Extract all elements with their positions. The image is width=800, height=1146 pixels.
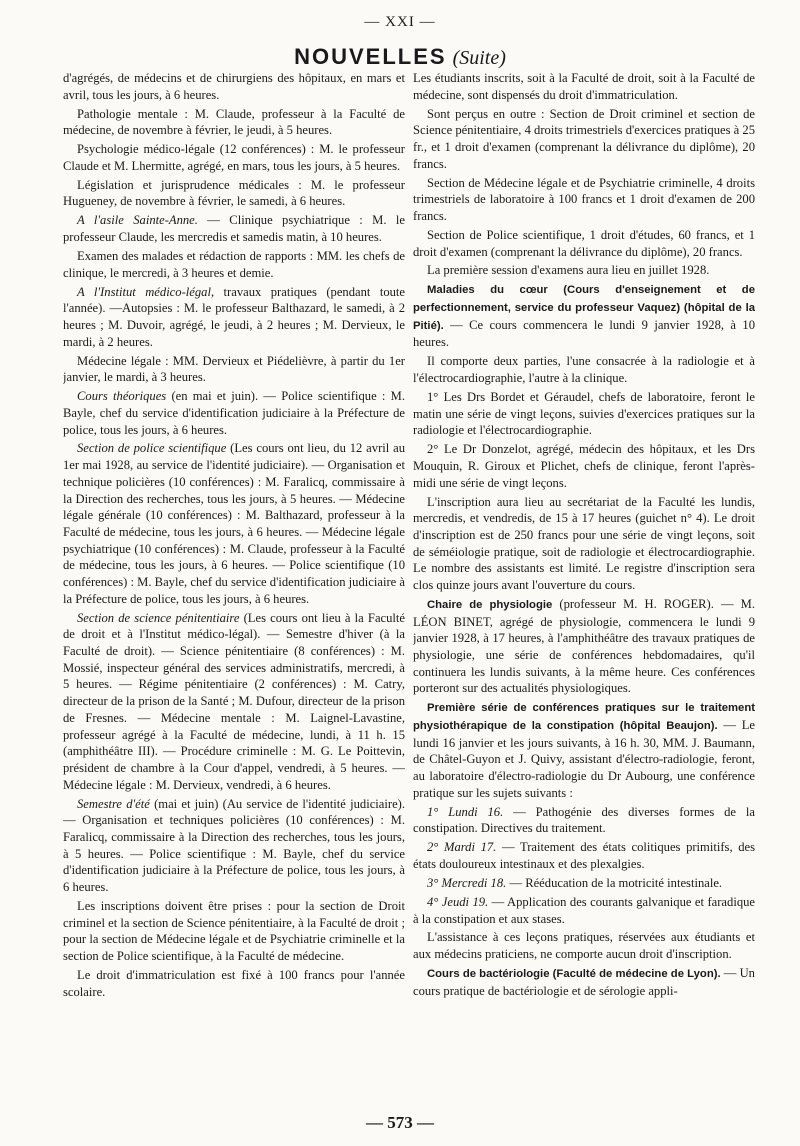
paragraph-text: Il comporte deux parties, l'une consacrée à la radiologie et à l'électrocardiographie, l'autre à la clinique. [413, 354, 755, 386]
paragraph [413, 596, 755, 697]
paragraph [63, 284, 405, 351]
paragraph [63, 353, 405, 386]
paragraph-text: (en mai et juin). — Police scientifique : M. Bayle, chef du service d'identification judiciaire à la Préfecture de police, tous les jours, à 6 heures. [63, 389, 405, 437]
paragraph-text: (mai et juin) (Au service de l'identité judiciaire). — Organisation et techniques policières (10 conférences) : M. Faralicq, commissaire à la Direction des recherches, tous les jours, à 5 heures. — Police scientifique : M. Bayle, chef du service d'identification judiciaire à la Préfecture de police, tous les jours, à 6 heures. [63, 796, 405, 895]
paragraph-lead: 1° Lundi 16. [427, 804, 504, 819]
paragraph-text: Section de Médecine légale et de Psychiatrie criminelle, 4 droits trimestriels de laboratoire à 100 francs et 1 droit d'examen de 200 francs. [413, 175, 755, 223]
paragraph-text: — Clinique psychiatrique : M. le professeur Claude, les mercredis et samedis matin, à 10 heures. [63, 213, 405, 245]
paragraph-text: (Les cours ont lieu à la Faculté de droit et à l'Institut médico-légal). — Semestre d'hiver (à la Faculté de droit). — Science pénitentiaire (8 conférences) : M. Mossié, inspecteur général des services administratifs, mercredi, à 5 heures. — Régime pénitentiaire (2 conférences) : M. Catry, directeur de la prison de la Santé ; M. Dufour, directeur de la prison de Fresnes. — Médecine mentale : M. Laignel-Lavastine, professeur agrégé à la Faculté de médecine, lundi, à 11 h. 15 (amphithéâtre III). — Procédure criminelle : M. G. Le Poittevin, président de chambre à la Cour d'appel, vendredi, à 5 heures. — Médecine légale : M. Dervieux, vendredi, à 6 heures. [63, 610, 405, 792]
roman-page-number: — XXI — [364, 14, 436, 30]
paragraph [413, 441, 755, 491]
paragraph-lead: Cours théoriques [77, 389, 167, 404]
paragraph-text: Les inscriptions doivent être prises : pour la section de Droit criminel et la section de Science pénitentiaire, à la Faculté de droit ; pour la section de Médecine légale et de Psychiatrie criminelle et la section de Police scientifique, à la Faculté de médecine. [63, 899, 405, 964]
paragraph-text: 2° Le Dr Donzelot, agrégé, médecin des hôpitaux, et les Drs Mouquin, R. Giroux et Plichet, chefs de clinique, feront l'après-midi une série de vingt leçons. [413, 442, 755, 490]
paragraph-heading: Chaire de physiologie [427, 598, 553, 611]
paragraph-text: — Le lundi 16 janvier et les jours suivants, à 16 h. 30, MM. J. Baumann, de Châtel-Guyon et J. Quivy, assistant d'électro-radiologie, feront, au laboratoire d'électro-radiologie du Dr Aubourg, une conférence pratique sur les sujets suivants : [413, 718, 755, 800]
paragraph-text: Section de Police scientifique, 1 droit d'études, 60 francs, et 1 droit d'examen (comprenant la délivrance du diplôme), 20 francs. [413, 227, 755, 259]
left-column [63, 70, 405, 1100]
paragraph [413, 875, 755, 892]
paragraph-text: (professeur M. H. ROGER). — M. LÉON BINET, agrégé de physiologie, commencera le lundi 9 janvier 1928, à 17 heures, à l'amphithéâtre des travaux pratiques de physiologie, une série de conférences hebdomadaires, qu'il continuera les lundis suivants, à la même heure. Ces conférences porteront sur des actualités physiologiques. [413, 596, 755, 696]
paragraph [413, 699, 755, 801]
paragraph-heading: Maladies du cœur (Cours d'enseignement et de perfectionnement, service du professeur Vaquez) (hôpital de la Pitié). [413, 284, 755, 332]
paragraph [413, 839, 755, 872]
paragraph [63, 796, 405, 896]
right-column [413, 70, 755, 1100]
paragraph-lead: Semestre d'été [77, 796, 150, 811]
paragraph-text: d'agrégés, de médecins et de chirurgiens des hôpitaux, en mars et avril, tous les jours, à 6 heures. [63, 71, 405, 102]
paragraph-lead: Section de police scientifique [77, 441, 227, 456]
paragraph-text: — Traitement des états colitiques primitifs, des états douloureux intestinaux et des plexalgies. [413, 840, 755, 872]
paragraph-text: La première session d'examens aura lieu en juillet 1928. [427, 263, 710, 278]
paragraph [413, 353, 755, 386]
page-number: — 573 — [366, 1113, 434, 1132]
section-title-text: NOUVELLES [294, 44, 447, 69]
paragraph [413, 804, 755, 837]
paragraph [413, 494, 755, 594]
paragraph [413, 929, 755, 962]
paragraph [63, 212, 405, 245]
paragraph [63, 177, 405, 210]
paragraph-lead: A l'Institut médico-légal, [77, 284, 215, 299]
paragraph-text: Médecine légale : MM. Dervieux et Piédelièvre, à partir du 1er janvier, le mardi, à 3 heures. [63, 353, 405, 385]
paragraph [63, 248, 405, 281]
paragraph-text: — Un cours pratique de bactériologie et de sérologie appli- [413, 966, 755, 998]
paragraph-lead: 3° Mercredi 18. [427, 875, 507, 890]
paragraph [413, 281, 755, 351]
paragraph-text: Sont perçus en outre : Section de Droit criminel et section de Science pénitentiaire, 4 droits trimestriels d'exercices pratiques à 25 fr., et 1 droit d'examen (comprenant la délivrance du diplôme), 20 francs. [413, 106, 755, 171]
section-title-suite: (Suite) [452, 47, 506, 69]
paragraph [413, 175, 755, 225]
paragraph [63, 440, 405, 607]
paragraph-text: — Rééducation de la motricité intestinale. [506, 875, 723, 890]
paragraph-lead: 4° Jeudi 19. [427, 894, 489, 909]
paragraph-text: Examen des malades et rédaction de rapports : MM. les chefs de clinique, le mercredi, à 3 heures et demie. [63, 248, 405, 280]
paragraph-text: Législation et jurisprudence médicales : M. le professeur Hugueney, de novembre à février, le samedi, à 6 heures. [63, 177, 405, 209]
paragraph [63, 388, 405, 438]
paragraph [63, 141, 405, 174]
paragraph-lead: 2° Mardi 17. [427, 840, 497, 855]
paragraph [63, 898, 405, 965]
paragraph [413, 389, 755, 439]
paragraph-text: (Les cours ont lieu, du 12 avril au 1er mai 1928, au service de l'identité judiciaire). — Organisation et technique policières (10 conférences) : M. Faralicq, commissaire à la Direction des recherches, tous les jours, à 5 heures. — Médecine légale générale (10 conférences) : M. Balthazard, professeur à la Faculté de médecine, tous les jours, à 6 heures. — Médecine légale psychiatrique (10 conférences) : M. Claude, professeur à la Faculté de médecine, tous les jours, à 6 heures. — Police scientifique (10 conférences) : M. Bayle, chef du service d'identification judiciaire à la Préfecture de police, tous les jours, à 6 heures. [63, 441, 405, 606]
paragraph [63, 967, 405, 1000]
paragraph-text: — Pathogénie des diverses formes de la constipation. Directives du traitement. [413, 804, 755, 836]
paragraph-text: travaux pratiques (pendant toute l'année). —Autopsies : M. le professeur Balthazard, le samedi, à 2 heures ; M. Duvoir, agrégé, le jeudi, à 2 heures ; M. Dervieux, le mardi, à 2 heures. [63, 284, 405, 349]
paragraph-text: Le droit d'immatriculation est fixé à 100 francs pour l'année scolaire. [63, 968, 405, 999]
paragraph-heading: Première série de conférences pratiques sur le traitement physiothérapique de la constipation (hôpital Beaujon). [413, 702, 755, 733]
paragraph [63, 106, 405, 139]
paragraph [413, 227, 755, 260]
paragraph-text: — Ce cours commencera le lundi 9 janvier 1928, à 10 heures. [413, 317, 755, 350]
paragraph [413, 262, 755, 279]
paragraph-lead: Section de science pénitentiaire [77, 610, 240, 625]
paragraph-text: Les étudiants inscrits, soit à la Faculté de droit, soit à la Faculté de médecine, sont dispensés du droit d'immatriculation. [413, 71, 755, 102]
section-title [0, 44, 800, 70]
paragraph-text: Pathologie mentale : M. Claude, professeur à la Faculté de médecine, de novembre à février, le jeudi, à 5 heures. [63, 106, 405, 138]
paragraph [413, 106, 755, 173]
paragraph-text: — Application des courants galvanique et faradique à la constipation et aux stases. [413, 894, 755, 926]
paragraph [413, 70, 755, 103]
paragraph [63, 70, 405, 103]
paragraph-text: 1° Les Drs Bordet et Géraudel, chefs de laboratoire, feront le matin une série de vingt leçons, suivies d'exercices pratiques sur la radiologie et l'électrocardiographie. [413, 389, 755, 438]
paragraph-text: L'inscription aura lieu au secrétariat de la Faculté les lundis, mercredis, et vendredis, de 15 à 17 heures (guichet n° 4). Le droit d'inscription est de 250 francs pour une série de vingt leçons, soit de séméiologie pratique, soit de radiologie et électrocardiographie. Le nombre des assistants est limité. Le registre d'inscription sera clos quinze jours avant l'ouverture du cours. [413, 494, 755, 593]
paragraph [413, 894, 755, 927]
paragraph-heading: Cours de bactériologie (Faculté de médecine de Lyon). [427, 968, 721, 981]
paragraph [413, 965, 755, 999]
paragraph-text: L'assistance à ces leçons pratiques, réservées aux étudiants et aux médecins praticiens, ne comporte aucun droit d'inscription. [413, 930, 755, 962]
paragraph-lead: A l'asile Sainte-Anne. [77, 213, 198, 228]
paragraph [63, 610, 405, 794]
paragraph-text: Psychologie médico-légale (12 conférences) : M. le professeur Claude et M. Lhermitte, agrégé, en mars, tous les jours, à 5 heures. [63, 142, 405, 173]
